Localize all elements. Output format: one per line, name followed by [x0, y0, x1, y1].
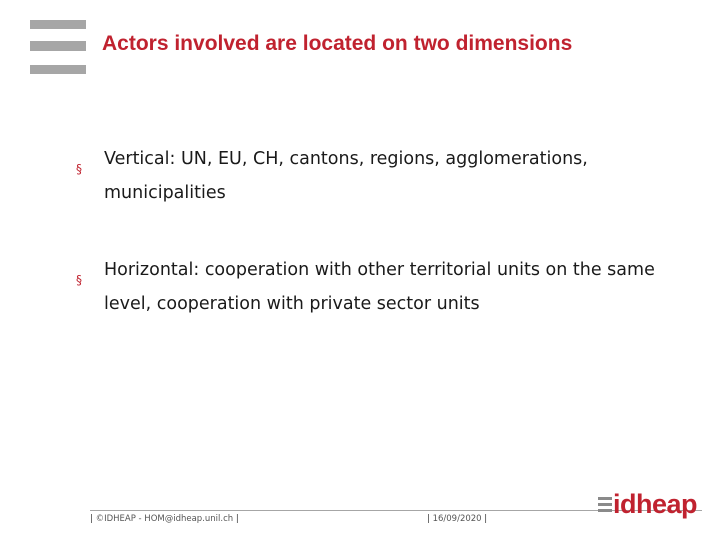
- decor-bar: [30, 20, 86, 29]
- bullet-marker: §: [76, 162, 82, 176]
- bullet-item: [76, 253, 696, 321]
- decor-bar: [30, 41, 86, 51]
- footer-contact: | ©IDHEAP - HOM@idheap.unil.ch |: [90, 514, 239, 524]
- footer-contact-text: ©IDHEAP - HOM@idheap.unil.ch: [95, 514, 234, 524]
- bullet-text: Horizontal: cooperation with other territorial units on the same level, cooperation with private sector units: [104, 260, 655, 314]
- bullet-text: Vertical: UN, EU, CH, cantons, regions, agglomerations, municipalities: [104, 149, 588, 203]
- footer-date: | 16/09/2020 |: [427, 514, 488, 524]
- idheap-logo: [598, 489, 698, 522]
- logo-text: idheap: [613, 489, 698, 519]
- slide-title: Actors involved are located on two dimensions: [102, 32, 573, 55]
- logo-bars-icon: [598, 497, 612, 515]
- decor-bar: [30, 65, 86, 74]
- bullet-item: [76, 142, 696, 210]
- footer-date-text: 16/09/2020: [432, 514, 482, 524]
- bullet-marker: §: [76, 273, 82, 287]
